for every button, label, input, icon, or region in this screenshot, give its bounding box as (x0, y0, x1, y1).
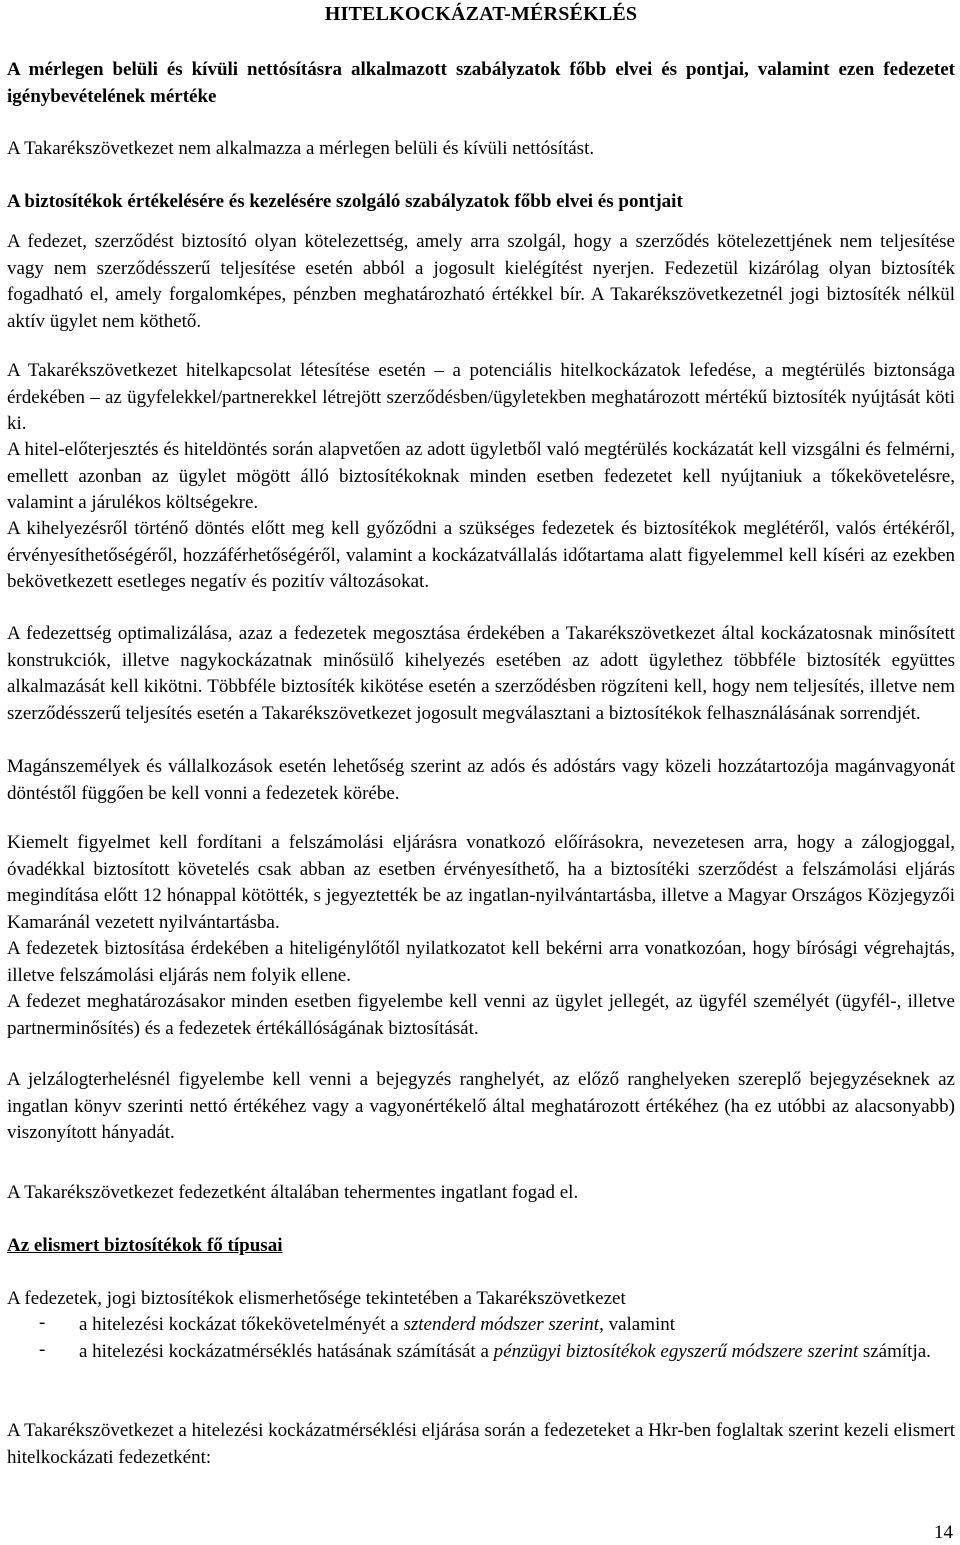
list-item-text-part: a hitelezési kockázatmérséklés hatásának számítását a (79, 1341, 494, 1362)
document-title: HITELKOCKÁZAT-MÉRSÉKLÉS (324, 3, 638, 25)
page-number: 14 (934, 1522, 953, 1543)
section-heading-collateral-types: Az elismert biztosítékok fő típusai (7, 1235, 283, 1256)
section-heading-netting: A mérlegen belüli és kívüli nettósításra alkalmazott szabályzatok főbb elvei és pontjai, valamint ezen fedezetet igénybevételének mértéke (7, 59, 955, 107)
paragraph-coverage-determination: A fedezet meghatározásakor minden esetben figyelembe kell venni az ügylet jellegét, az ügyfél személyét (ügyfél-, illetve partnerminősítés) és a fedezetek értékállóságának biztosítását. (7, 991, 955, 1039)
paragraph-netting: A Takarékszövetkezet nem alkalmazza a mérlegen belüli és kívüli nettósítást. (7, 138, 595, 159)
paragraph-private-assets: Magánszemélyek és vállalkozások esetén lehetőség szerint az adós és adóstárs vagy közeli hozzátartozója magánvagyonát döntéstől függően be kell vonni a fedezetek körébe. (7, 756, 955, 804)
list-item-emphasis: pénzügyi biztosítékok egyszerű módszere szerint (493, 1341, 859, 1362)
list-item-text-part: számítja. (858, 1341, 931, 1362)
paragraph-credit-submission: A hitel-előterjesztés és hiteldöntés során alapvetően az adott ügyletből való megtérülés kockázatát kell vizsgálni és felmérni, emellett azonban az ügylet mögött álló biztosítékoknak minden esetben fedezetet kell nyújtaniuk a tőkekövetelésre, valamint a járulékos költségekre. (7, 439, 955, 513)
list-item (7, 1312, 955, 1339)
paragraph-mortgage: A jelzálogterhelésnél figyelembe kell venni a bejegyzés ranghelyét, az előző ranghelyeken szereplő bejegyzéseknek az ingatlan könyv szerinti nettó értékéhez vagy a vagyonértékelő által meghatározott értékéhez (ha ez utóbbi az alacsonyabb) viszonyított hányadát. (7, 1069, 955, 1143)
paragraph-credit-relationship: A Takarékszövetkezet hitelkapcsolat létesítése esetén – a potenciális hitelkockázatok lefedése, a megtérülés biztonsága érdekében – az ügyfelekkel/partnerekkel létrejött szerződésben/ügyletekben meghatározott mértékű biztosíték nyújtását köti ki. (7, 360, 955, 434)
list-item-text (79, 1339, 955, 1366)
paragraph-coverage-optimization: A fedezettség optimalizálása, azaz a fedezetek megosztása érdekében a Takarékszövetkezet által kockázatosnak minősített konstrukciók, illetve nagykockázatnak minősülő kihelyezés esetében az adott ügylethez többféle biztosíték együttes alkalmazását kell kikötni. Többféle biztosíték kikötése esetén a szerződésben rögzíteni kell, hogy nem teljesítés, illetve nem szerződésszerű teljesítés esetén a Takarékszövetkezet jogosult megválasztani a biztosítékok felhasználásának sorrendjét. (7, 623, 955, 724)
paragraph-recognition: A fedezetek, jogi biztosítékok elismerhetősége tekintetében a Takarékszövetkezet (7, 1288, 626, 1309)
paragraph-declaration: A fedezetek biztosítása érdekében a hiteligénylőtől nyilatkozatot kell bekérni arra vonatkozóan, hogy bírósági végrehajtás, illetve felszámolási eljárás nem folyik ellene. (7, 938, 955, 986)
list-item-text-part: , valamint (599, 1314, 676, 1335)
list-item-emphasis: sztenderd módszer szerint (403, 1314, 600, 1335)
section-heading-collateral-rules: A biztosítékok értékelésére és kezelésére szolgáló szabályzatok főbb elvei és pontjait (7, 191, 683, 212)
list-dash: - (39, 1312, 46, 1333)
list-dash: - (39, 1339, 46, 1360)
paragraph-hkr: A Takarékszövetkezet a hitelezési kockázatmérséklési eljárása során a fedezeteket a Hkr-ben foglaltak szerint kezeli elismert hitelkockázati fedezetként: (7, 1420, 955, 1468)
list-item (7, 1339, 955, 1392)
paragraph-real-estate: A Takarékszövetkezet fedezetként általában tehermentes ingatlant fogad el. (7, 1182, 579, 1203)
list-item-text-part: a hitelezési kockázat tőkekövetelményét a (79, 1314, 404, 1335)
paragraph-placement-decision: A kihelyezésről történő döntés előtt meg kell győződni a szükséges fedezetek és biztosítékok meglétéről, valós értékéről, érvényesíthetőségéről, hozzáférhetőségéről, valamint a kockázatvállalás időtartama alatt figyelemmel kell kíséri az ezekben bekövetkezett esetleges negatív és pozitív változásokat. (7, 518, 955, 592)
list-item-text (79, 1312, 955, 1339)
paragraph-collateral-definition: A fedezet, szerződést biztosító olyan kötelezettség, amely arra szolgál, hogy a szerződés kötelezettjének nem teljesítése vagy nem szerződésszerű teljesítése esetén abból a jogosult kielégítést nyerjen. Fedezetül kizárólag olyan biztosíték fogadható el, amely forgalomképes, pénzben meghatározható értékkel bír. A Takarékszövetkezetnél jogi biztosíték nélkül aktív ügylet nem köthető. (7, 231, 955, 332)
paragraph-liquidation-rules: Kiemelt figyelmet kell fordítani a felszámolási eljárásra vonatkozó előírásokra, nevezetesen arra, hogy a zálogjoggal, óvadékkal biztosított követelés csak abban az esetben érvényesíthető, ha a biztosítéki szerződést a felszámolási eljárás megindítása előtt 12 hónappal kötötték, s jegyeztették be az ingatlan-nyilvántartásba, illetve a Magyar Országos Közjegyzői Kamaránál vezetett nyilvántartásba. (7, 832, 955, 933)
